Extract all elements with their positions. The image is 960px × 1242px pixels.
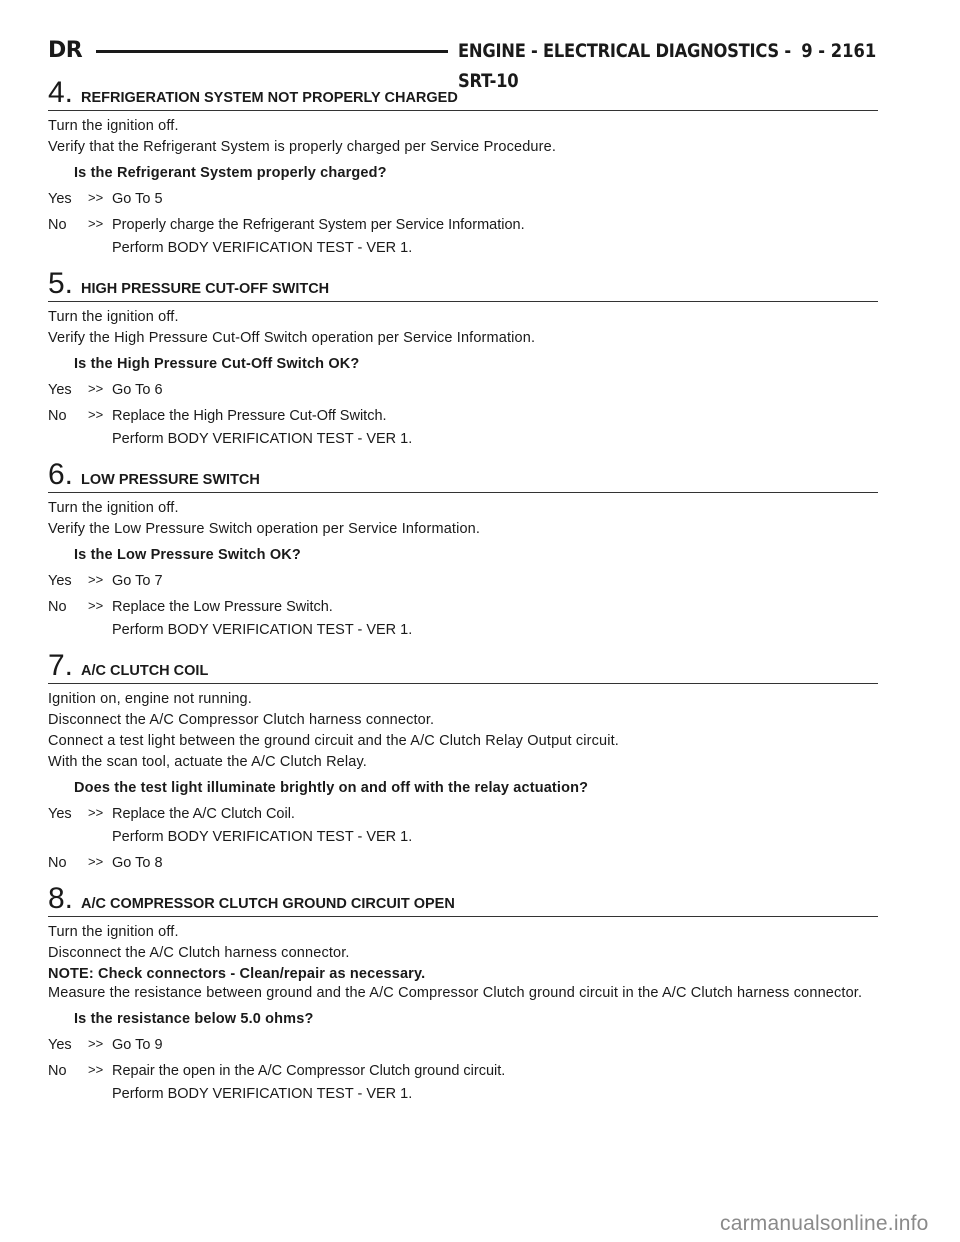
answer-no (48, 853, 878, 876)
step-title: A/C CLUTCH COIL (81, 663, 209, 679)
answer-line: Perform BODY VERIFICATION TEST - VER 1. (112, 240, 413, 256)
step-heading (48, 76, 878, 111)
test-question: Is the High Pressure Cut-Off Switch OK? (74, 356, 360, 372)
instruction-line: Turn the ignition off. (48, 924, 179, 940)
answer-line: Go To 9 (112, 1037, 163, 1053)
answer-label: Yes (48, 806, 72, 822)
answer-label: No (48, 599, 67, 615)
answer-line: Replace the Low Pressure Switch. (112, 599, 333, 615)
instruction-line: Disconnect the A/C Clutch harness connector. (48, 945, 350, 961)
answer-arrow: >> (88, 854, 104, 869)
instruction-line: Disconnect the A/C Compressor Clutch harness connector. (48, 712, 435, 728)
answer-arrow: >> (88, 407, 104, 422)
test-question: Does the test light illuminate brightly on and off with the relay actuation? (74, 780, 589, 796)
answer-line: Go To 6 (112, 382, 163, 398)
answer-line: Perform BODY VERIFICATION TEST - VER 1. (112, 431, 413, 447)
answer-line: Replace the A/C Clutch Coil. (112, 806, 295, 822)
answer-label: No (48, 217, 67, 233)
instruction-line: Verify that the Refrigerant System is properly charged per Service Procedure. (48, 139, 557, 155)
step-heading (48, 649, 878, 684)
step-5 (48, 267, 878, 452)
answer-arrow: >> (88, 572, 104, 587)
step-4 (48, 76, 878, 261)
answer-body (112, 380, 878, 403)
answer-body (112, 189, 878, 212)
answer-arrow: >> (88, 598, 104, 613)
instruction-line: With the scan tool, actuate the A/C Clutch Relay. (48, 754, 367, 770)
answer-line: Go To 5 (112, 191, 163, 207)
test-question: Is the Low Pressure Switch OK? (74, 547, 301, 563)
step-7 (48, 649, 878, 876)
header-rule (96, 50, 448, 53)
header-page-number: 9 - 2161 (800, 40, 876, 62)
answer-line: Perform BODY VERIFICATION TEST - VER 1. (112, 622, 413, 638)
page-header (48, 36, 878, 92)
step-heading (48, 882, 878, 917)
answer-body (112, 1035, 878, 1058)
answer-line: Go To 8 (112, 855, 163, 871)
step-number: 6. (48, 458, 74, 491)
header-title: ENGINE - ELECTRICAL DIAGNOSTICS - SRT-10 (458, 40, 791, 92)
answer-label: Yes (48, 1037, 72, 1053)
step-6 (48, 458, 878, 643)
answer-no (48, 215, 878, 261)
answer-line: Replace the High Pressure Cut-Off Switch. (112, 408, 387, 424)
test-question: Is the resistance below 5.0 ohms? (74, 1011, 314, 1027)
instruction-line: Turn the ignition off. (48, 500, 179, 516)
answer-label: Yes (48, 191, 72, 207)
answer-body (112, 406, 878, 452)
step-title: A/C COMPRESSOR CLUTCH GROUND CIRCUIT OPEN (81, 896, 455, 912)
answer-line: Perform BODY VERIFICATION TEST - VER 1. (112, 829, 413, 845)
answer-yes (48, 189, 878, 212)
answer-body (112, 804, 878, 850)
answer-label: No (48, 408, 67, 424)
answer-body (112, 1061, 878, 1107)
instruction-line: Verify the Low Pressure Switch operation per Service Information. (48, 521, 481, 537)
step-heading (48, 458, 878, 493)
answer-arrow: >> (88, 805, 104, 820)
step-number: 4. (48, 76, 74, 109)
answer-no (48, 1061, 878, 1107)
instruction-line: Connect a test light between the ground circuit and the A/C Clutch Relay Output circuit. (48, 733, 619, 749)
answer-arrow: >> (88, 1036, 104, 1051)
answer-label: Yes (48, 573, 72, 589)
instruction-paragraph: Measure the resistance between ground and the A/C Compressor Clutch ground circuit in the A/C Clutch harness connector. (48, 985, 863, 1001)
step-title: LOW PRESSURE SWITCH (81, 472, 260, 488)
answer-label: No (48, 855, 67, 871)
header-model: DR (48, 38, 83, 63)
answer-arrow: >> (88, 216, 104, 231)
watermark: carmanualsonline.info (720, 1212, 929, 1235)
answer-arrow: >> (88, 1062, 104, 1077)
instruction-line: Verify the High Pressure Cut-Off Switch operation per Service Information. (48, 330, 536, 346)
instruction-line: Turn the ignition off. (48, 309, 179, 325)
answer-no (48, 406, 878, 452)
step-number: 8. (48, 882, 74, 915)
answer-line: Perform BODY VERIFICATION TEST - VER 1. (112, 1086, 413, 1102)
instruction-line: Turn the ignition off. (48, 118, 179, 134)
answer-line: Go To 7 (112, 573, 163, 589)
step-heading (48, 267, 878, 302)
answer-yes (48, 571, 878, 594)
answer-body (112, 571, 878, 594)
step-number: 5. (48, 267, 74, 300)
step-8 (48, 882, 878, 1107)
answer-line: Properly charge the Refrigerant System per Service Information. (112, 217, 525, 233)
answer-line: Repair the open in the A/C Compressor Clutch ground circuit. (112, 1063, 506, 1079)
answer-body (112, 215, 878, 261)
answer-body (112, 853, 878, 876)
test-question: Is the Refrigerant System properly charged? (74, 165, 387, 181)
answer-no (48, 597, 878, 643)
answer-arrow: >> (88, 381, 104, 396)
answer-arrow: >> (88, 190, 104, 205)
answer-yes (48, 1035, 878, 1058)
answer-label: No (48, 1063, 67, 1079)
note-text: NOTE: Check connectors - Clean/repair as necessary. (48, 966, 426, 982)
step-number: 7. (48, 649, 74, 682)
step-title: REFRIGERATION SYSTEM NOT PROPERLY CHARGED (81, 90, 458, 106)
answer-yes (48, 380, 878, 403)
answer-body (112, 597, 878, 643)
answer-label: Yes (48, 382, 72, 398)
document-body (48, 76, 878, 1107)
answer-yes (48, 804, 878, 850)
instruction-line: Ignition on, engine not running. (48, 691, 252, 707)
step-title: HIGH PRESSURE CUT-OFF SWITCH (81, 281, 330, 297)
